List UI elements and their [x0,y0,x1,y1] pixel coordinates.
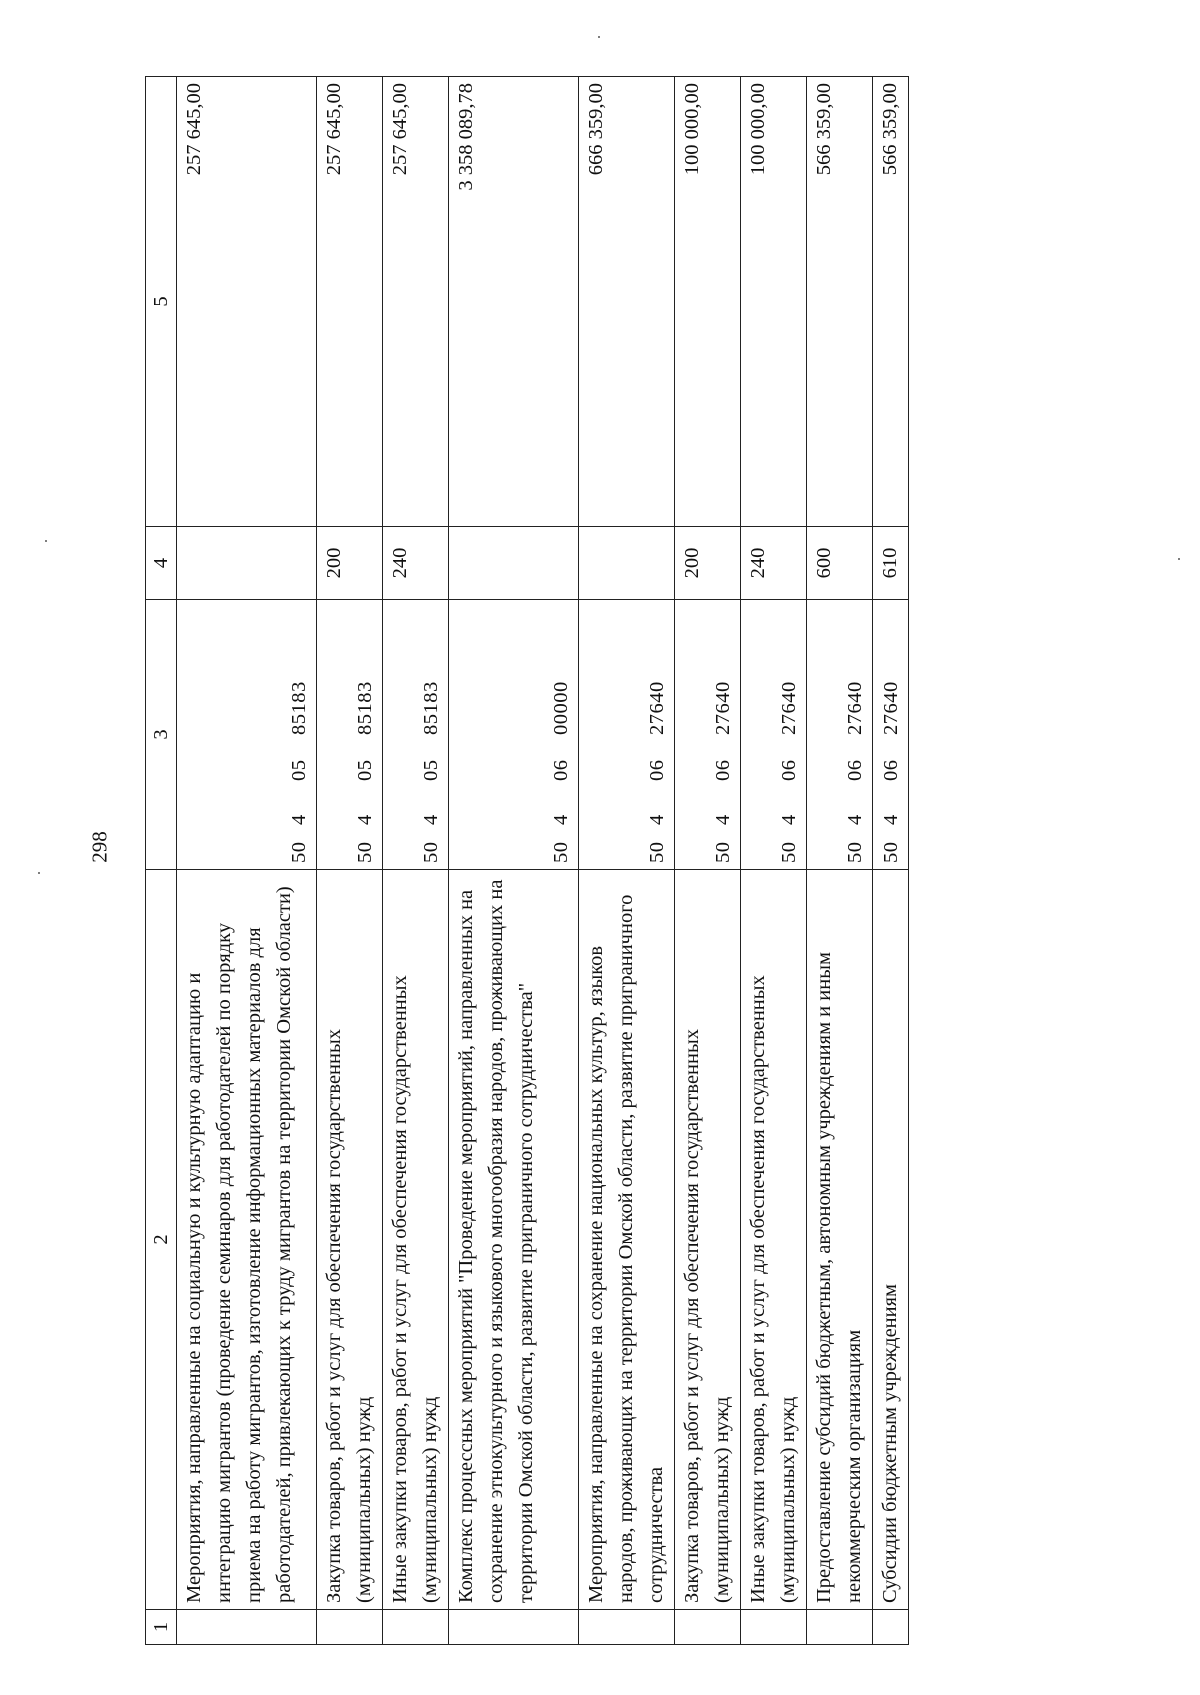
header-col-4: 4 [146,527,177,600]
code-part-1: 50 [646,841,668,863]
row-name-cell: Мероприятия, направленные на социальную и культурную адаптацию и интеграцию мигрантов (проведение семинаров для работодателей по порядку приема на работу мигрантов, изготовление информационных материалов для работодателей, привлекающих к труду мигрантов на территории Омской области) [177,870,317,1610]
code-part-3: 06 [550,759,572,781]
code-part-2: 4 [712,814,734,825]
code-part-2: 4 [420,814,442,825]
expense-type-cell: 610 [873,527,909,600]
code-part-3: 05 [354,759,376,781]
amount-cell: 666 359,00 [579,77,675,527]
row-number-cell [873,1610,909,1645]
amount-cell: 100 000,00 [741,77,807,527]
code-part-1: 50 [550,841,572,863]
amount-cell: 257 645,00 [383,77,449,527]
row-number-cell [383,1610,449,1645]
scan-speck [598,36,600,38]
scan-speck [38,872,40,874]
row-name-cell: Закупка товаров, работ и услуг для обеспечения государственных (муниципальных) нужд [317,870,383,1610]
expense-type-cell [579,527,675,600]
classification-code-cell [383,600,449,870]
table-row [177,77,317,1645]
table-header-row [146,77,177,1645]
code-part-1: 50 [778,841,800,863]
table-row [675,77,741,1645]
header-col-3: 3 [146,600,177,870]
code-part-3: 06 [778,759,800,781]
code-part-4: 00000 [550,681,572,735]
table-row [807,77,873,1645]
code-part-2: 4 [880,814,902,825]
row-name-cell: Иные закупки товаров, работ и услуг для обеспечения государственных (муниципальных) нужд [741,870,807,1610]
amount-cell: 257 645,00 [177,77,317,527]
expense-type-cell: 200 [317,527,383,600]
row-name-cell: Мероприятия, направленные на сохранение национальных культур, языков народов, проживающих на территории Омской области, развитие приграничного сотрудничества [579,870,675,1610]
amount-cell: 566 359,00 [873,77,909,527]
classification-code-cell [177,600,317,870]
header-col-2: 2 [146,870,177,1610]
code-part-2: 4 [844,814,866,825]
header-col-5: 5 [146,77,177,527]
expense-type-cell [177,527,317,600]
expense-type-cell [449,527,579,600]
code-part-1: 50 [712,841,734,863]
header-col-1: 1 [146,1610,177,1645]
code-part-4: 27640 [712,681,734,735]
table-row [317,77,383,1645]
expense-type-cell: 240 [741,527,807,600]
code-part-4: 27640 [778,681,800,735]
amount-cell: 3 358 089,78 [449,77,579,527]
classification-code-cell [807,600,873,870]
classification-code-cell [449,600,579,870]
expense-type-cell: 600 [807,527,873,600]
scan-speck [1178,558,1180,560]
row-name-cell: Комплекс процессных мероприятий "Проведение мероприятий, направленных на сохранение этнокультурного и языкового многообразия народов, проживающих на территории Омской области, развитие приграничного сотрудничества" [449,870,579,1610]
code-part-3: 06 [844,759,866,781]
row-name-cell: Иные закупки товаров, работ и услуг для обеспечения государственных (муниципальных) нужд [383,870,449,1610]
row-name-cell: Предоставление субсидий бюджетным, автономным учреждениям и иным некоммерческим организациям [807,870,873,1610]
budget-table [145,76,909,1645]
classification-code-cell [317,600,383,870]
classification-code-cell [873,600,909,870]
code-part-4: 27640 [880,681,902,735]
code-part-2: 4 [646,814,668,825]
classification-code-cell [675,600,741,870]
code-part-3: 06 [880,759,902,781]
page-number: 298 [87,831,112,863]
table-row [383,77,449,1645]
classification-code-cell [579,600,675,870]
code-part-4: 27640 [844,681,866,735]
code-part-1: 50 [880,841,902,863]
code-part-1: 50 [354,841,376,863]
rotated-page-content [145,77,1065,1645]
row-name-cell: Субсидии бюджетным учреждениям [873,870,909,1610]
row-number-cell [579,1610,675,1645]
code-part-1: 50 [420,841,442,863]
code-part-3: 06 [712,759,734,781]
table-row [741,77,807,1645]
row-number-cell [741,1610,807,1645]
scan-speck [45,540,47,542]
table-row [873,77,909,1645]
amount-cell: 566 359,00 [807,77,873,527]
row-number-cell [177,1610,317,1645]
classification-code-cell [741,600,807,870]
table-row [579,77,675,1645]
amount-cell: 257 645,00 [317,77,383,527]
code-part-1: 50 [288,841,310,863]
code-part-4: 85183 [420,681,442,735]
code-part-4: 85183 [354,681,376,735]
expense-type-cell: 240 [383,527,449,600]
code-part-4: 85183 [288,681,310,735]
row-number-cell [317,1610,383,1645]
code-part-2: 4 [550,814,572,825]
row-number-cell [675,1610,741,1645]
code-part-2: 4 [354,814,376,825]
row-name-cell: Закупка товаров, работ и услуг для обеспечения государственных (муниципальных) нужд [675,870,741,1610]
code-part-3: 05 [288,759,310,781]
code-part-2: 4 [288,814,310,825]
row-number-cell [449,1610,579,1645]
amount-cell: 100 000,00 [675,77,741,527]
table-row [449,77,579,1645]
code-part-1: 50 [844,841,866,863]
code-part-3: 06 [646,759,668,781]
code-part-3: 05 [420,759,442,781]
row-number-cell [807,1610,873,1645]
code-part-2: 4 [778,814,800,825]
expense-type-cell: 200 [675,527,741,600]
code-part-4: 27640 [646,681,668,735]
